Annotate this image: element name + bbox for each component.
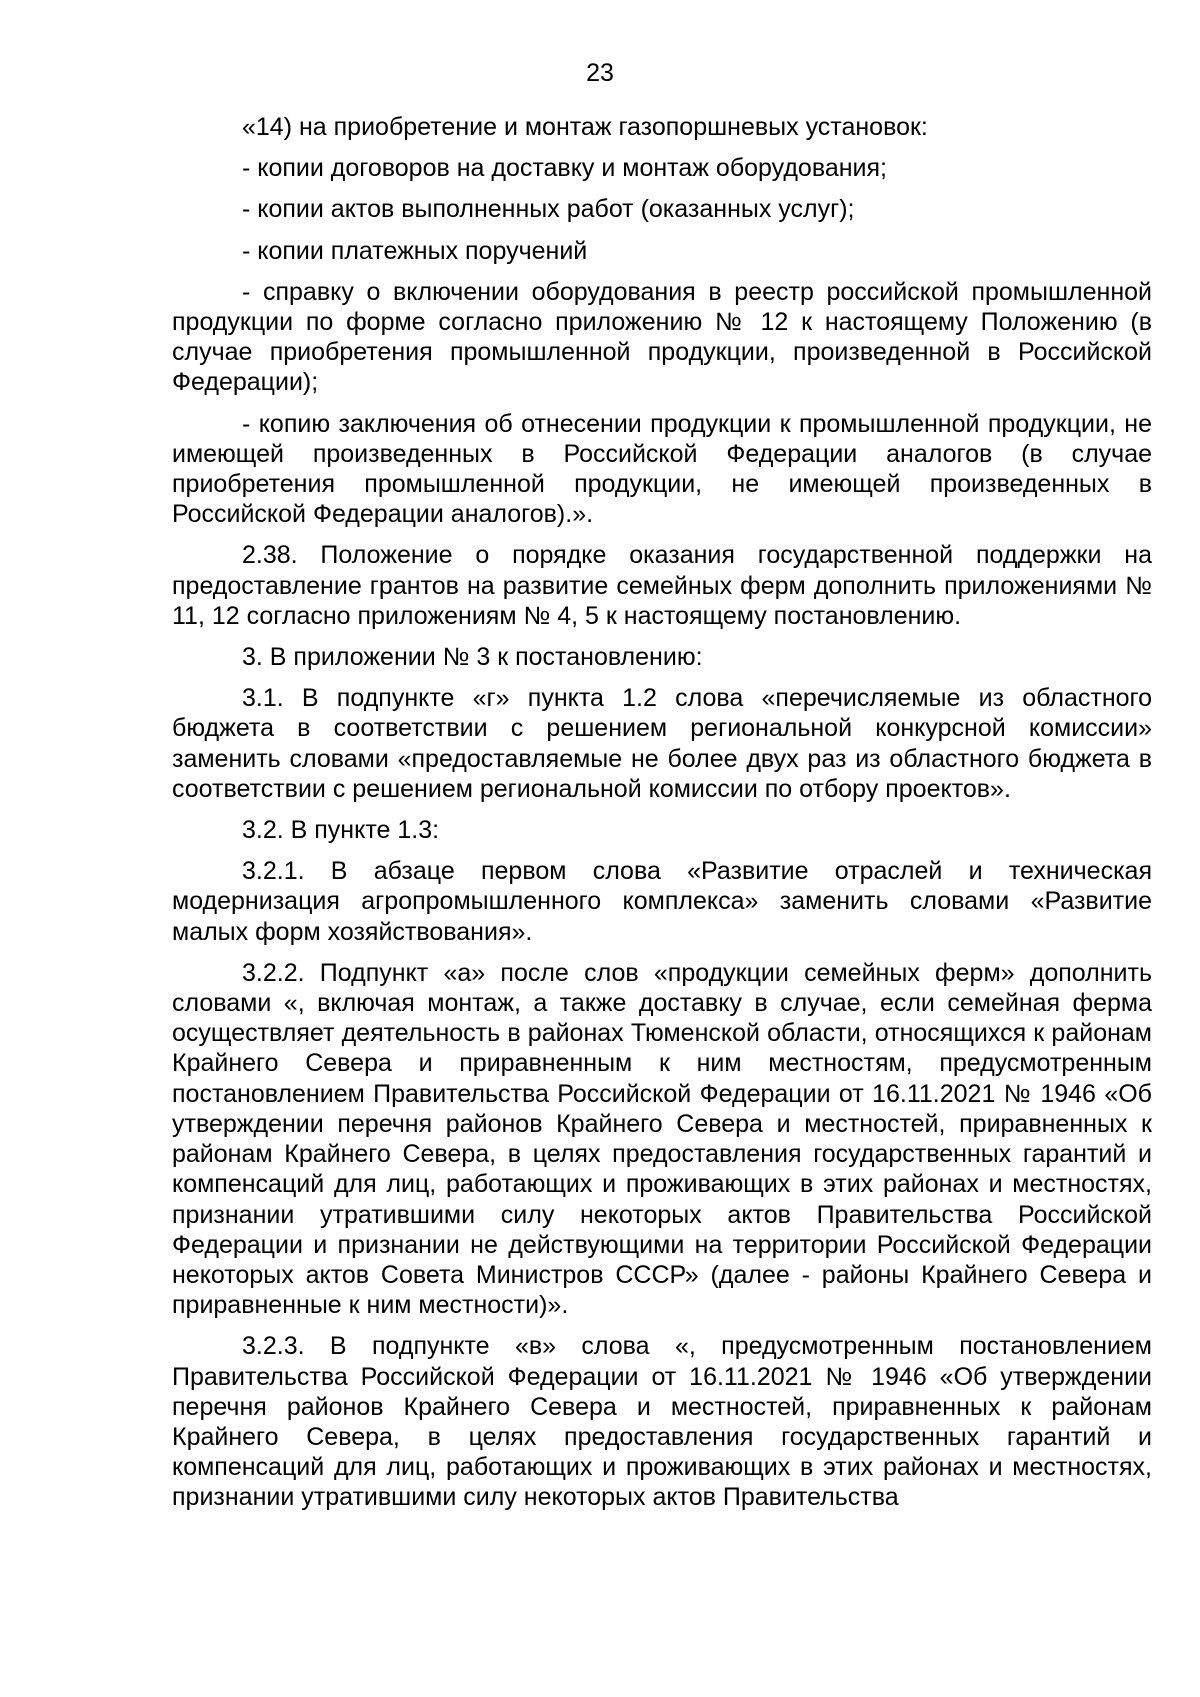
paragraph-contract-copies: - копии договоров на доставку и монтаж оборудования;: [242, 154, 887, 183]
paragraph-conclusion-copy: - копию заключения об отнесении продукции к промышленной продукции, не имеющей произведенных в Российской Федерации аналогов (в случае приобретения промышленной продукции, не имеющей произведенных в Российской Федерации аналогов).».: [172, 409, 1152, 529]
page-number: 23: [586, 59, 614, 87]
paragraph-acts-copies: - копии актов выполненных работ (оказанных услуг);: [242, 195, 855, 224]
paragraph-3-1: 3.1. В подпункте «г» пункта 1.2 слова «перечисляемые из областного бюджета в соответствии с решением региональной конкурсной комиссии» заменить словами «предоставляемые не более двух раз из областного бюджета в соответствии с решением региональной комиссии по отбору проектов».: [172, 684, 1152, 803]
document-body: [172, 112, 1152, 1524]
paragraph-registry-certificate: - справку о включении оборудования в реестр российской промышленной продукции по форме согласно приложению № 12 к настоящему Положению (в случае приобретения промышленной продукции, произведенной в Российской Федерации);: [172, 277, 1152, 397]
paragraph-3-2-2: 3.2.2. Подпункт «а» после слов «продукции семейных ферм» дополнить словами «, включая монтаж, а также доставку в случае, если семейная ферма осуществляет деятельность в районах Тюменской области, относящихся к районам Крайнего Севера и приравненным к ним местностям, предусмотренным постановлением Правительства Российской Федерации от 16.11.2021 № 1946 «Об утверждении перечня районов Крайнего Севера и местностей, приравненных к районам Крайнего Севера, в целях предоставления государственных гарантий и компенсаций для лиц, работающих и проживающих в этих районах и местностях, признании утратившими силу некоторых актов Правительства Российской Федерации и признании не действующими на территории Российской Федерации некоторых актов Совета Министров СССР» (далее - районы Крайнего Севера и приравненные к ним местности)».: [172, 958, 1152, 1320]
paragraph-item-14: «14) на приобретение и монтаж газопоршневых установок:: [242, 113, 928, 141]
paragraph-3-2-3: 3.2.3. В подпункте «в» слова «, предусмотренным постановлением Правительства Российской Федерации от 16.11.2021 № 1946 «Об утверждении перечня районов Крайнего Севера и местностей, приравненных к районам Крайнего Севера, в целях предоставления государственных гарантий и компенсаций для лиц, работающих и проживающих в этих районах и местностях, признании утратившими силу некоторых актов Правительства: [172, 1332, 1152, 1512]
paragraph-3: 3. В приложении № 3 к постановлению:: [242, 643, 703, 672]
paragraph-3-2: 3.2. В пункте 1.3:: [242, 816, 440, 845]
paragraph-3-2-1: 3.2.1. В абзаце первом слова «Развитие отраслей и техническая модернизация агропромышленного комплекса» заменить словами «Развитие малых форм хозяйствования».: [172, 857, 1152, 946]
paragraph-2-38: 2.38. Положение о порядке оказания государственной поддержки на предоставление грантов на развитие семейных ферм дополнить приложениями № 11, 12 согласно приложениям № 4, 5 к настоящему постановлению.: [172, 541, 1152, 630]
paragraph-payment-orders: - копии платежных поручений: [242, 236, 588, 265]
